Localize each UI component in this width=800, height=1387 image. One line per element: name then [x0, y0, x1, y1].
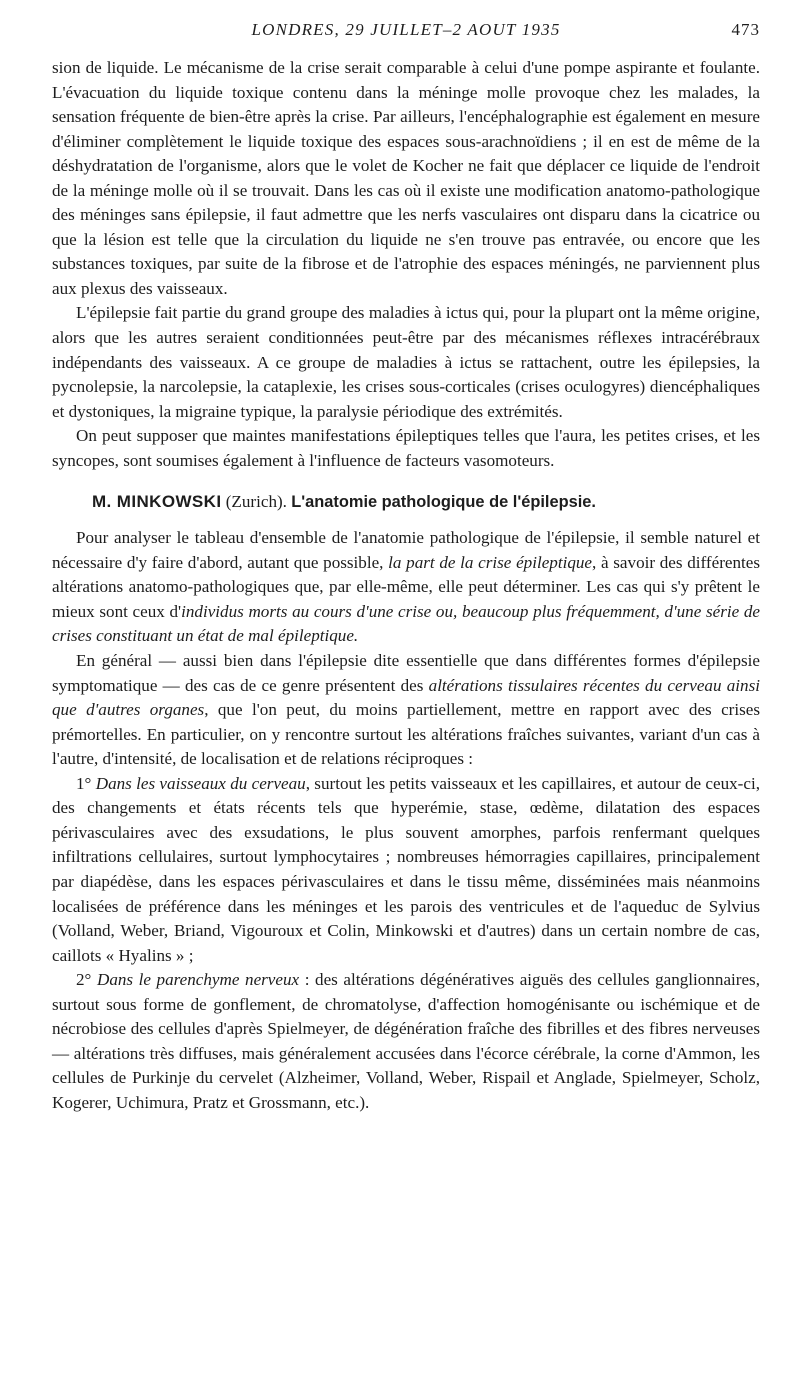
body-p2-emphasis-b: altérations tissulaires récentes du cerveau ainsi que d'autres organes: [52, 675, 760, 720]
body-p3-number: 1°: [76, 773, 92, 793]
intro-paragraph-1: sion de liquide. Le mécanisme de la crise serait comparable à celui d'une pompe aspirante et foulante. L'évacuation du liquide toxique contenu dans la méninge molle provoque chez les malades, la sensation fréquente de bien-être après la crise. Par ailleurs, l'encéphalographie est également en mesure d'éliminer complètement le liquide toxique des espaces sous-arachnoïdiens ; il en est de même de la déshydratation de l'organisme, alors que le volet de Kocher ne fait que déplacer ce liquide de l'endroit de la méninge molle où il se trouvait. Dans les cas où il existe une modification anatomo-pathologique des méninges sans épilepsie, il faut admettre que les nerfs vasculaires ont disparu dans la cicatrice ou que la lésion est telle que la circulation du liquide ne s'en trouve pas entravée, ou encore que les substances toxiques, par suite de la fibrose et de l'atrophie des espaces méningés, ne parviennent plus aux plexus des vaisseaux.: [52, 58, 760, 298]
body-p2-text-a: En général — aussi bien dans l'épilepsie dite essentielle que dans différentes formes d'épilepsie symptomatique — des cas de ce genre présentent des: [52, 651, 760, 695]
section-title: L'anatomie pathologique de l'épilepsie.: [291, 493, 596, 512]
intro-paragraph-3: On peut supposer que maintes manifestations épileptiques telles que l'aura, les petites crises, et les syncopes, sont soumises également à l'influence de facteurs vasomoteurs.: [52, 426, 760, 470]
section-heading: [52, 490, 760, 514]
body-p4-number: 2°: [76, 970, 92, 990]
body-p1-text-c: , à savoir des différentes altérations anatomo-pathologiques que, par elle-même, elle peut déterminer. Les cas qui s'y prêtent le mieux sont ceux d': [52, 552, 761, 621]
body-p2-text-c: , que l'on peut, du moins partiellement, mettre en rapport avec des crises prémortelles. En particulier, on y rencontre surtout les altérations fraîches suivantes, variant d'un cas à l'autre, d'intensité, de localisation et de relations réciproques :: [52, 700, 760, 769]
running-title: LONDRES, 29 JUILLET–2 AOUT 1935: [251, 20, 561, 39]
intro-paragraph-2: L'épilepsie fait partie du grand groupe des maladies à ictus qui, pour la plupart ont la même origine, alors que les autres seraient conditionnées peut-être par des mécanismes réflexes intracérébraux indépendants des vaisseaux. A ce groupe de maladies à ictus se rattachent, outre les épilepsies, la pycnolepsie, la narcolepsie, la cataplexie, les crises sous-corticales (crises oculogyres) diencéphaliques et dystoniques, la migraine typique, la paralysie périodique des extrémités.: [52, 303, 760, 421]
body-p1-emphasis-b: la part de la crise épileptique: [388, 552, 593, 572]
body-p4-text: : des altérations dégénératives aiguës des cellules ganglionnaires, surtout sous forme de gonflement, de chromatolyse, d'affection homogénisante ou ischémique et de nécrobiose des cellules d'après Spielmeyer, de dégénération fraîche des fibrilles et des fibres nerveuses — altérations très diffuses, mais généralement accusées dans l'écorce cérébrale, la corne d'Ammon, les cellules de Purkinje du cervelet (Alzheimer, Volland, Weber, Rispail et Anglade, Spielmeyer, Scholz, Kogerer, Uchimura, Pratz et Grossmann, etc.).: [52, 970, 760, 1112]
body-p1-emphasis-d: individus morts au cours d'une crise ou, beaucoup plus fréquemment, d'une série de crises constituant un état de mal épileptique.: [52, 601, 761, 646]
body-p4-emphasis: Dans le parenchyme nerveux: [96, 970, 300, 990]
body-paragraph-2: [52, 649, 760, 772]
body-paragraph-4: [52, 968, 760, 1115]
body-p3-emphasis: Dans les vaisseaux du cerveau: [95, 773, 306, 793]
page-header: [52, 18, 760, 42]
body-paragraph-1: [52, 526, 760, 649]
body-paragraph-3: [52, 772, 760, 968]
body-p3-text: , surtout les petits vaisseaux et les capillaires, et autour de ceux-ci, des changements et états récents tels que hyperémie, stase, œdème, dilatation des espaces périvasculaires avec des exsudations, le plus souvent amorphes, parfois renfermant quelques infiltrations cellulaires, surtout lymphocytaires ; nombreuses hémorragies capillaires, principalement par diapédèse, dans les espaces périvasculaires et dans le tissu même, disséminées mais néanmoins localisées de préférence dans les méninges et les parois des ventricules et de l'aqueduc de Sylvius (Volland, Weber, Briand, Vigouroux et Colin, Minkowski et d'autres) dans un certain nombre de cas, caillots « Hyalins » ;: [52, 773, 760, 965]
page-number: 473: [731, 20, 760, 39]
section-author: M. MINKOWSKI: [92, 492, 222, 512]
body-p1-text-a: Pour analyser le tableau d'ensemble de l'anatomie pathologique de l'épilepsie, il semble naturel et nécessaire d'y faire d'abord, autant que possible,: [52, 528, 760, 572]
section-affiliation: (Zurich).: [225, 492, 287, 512]
